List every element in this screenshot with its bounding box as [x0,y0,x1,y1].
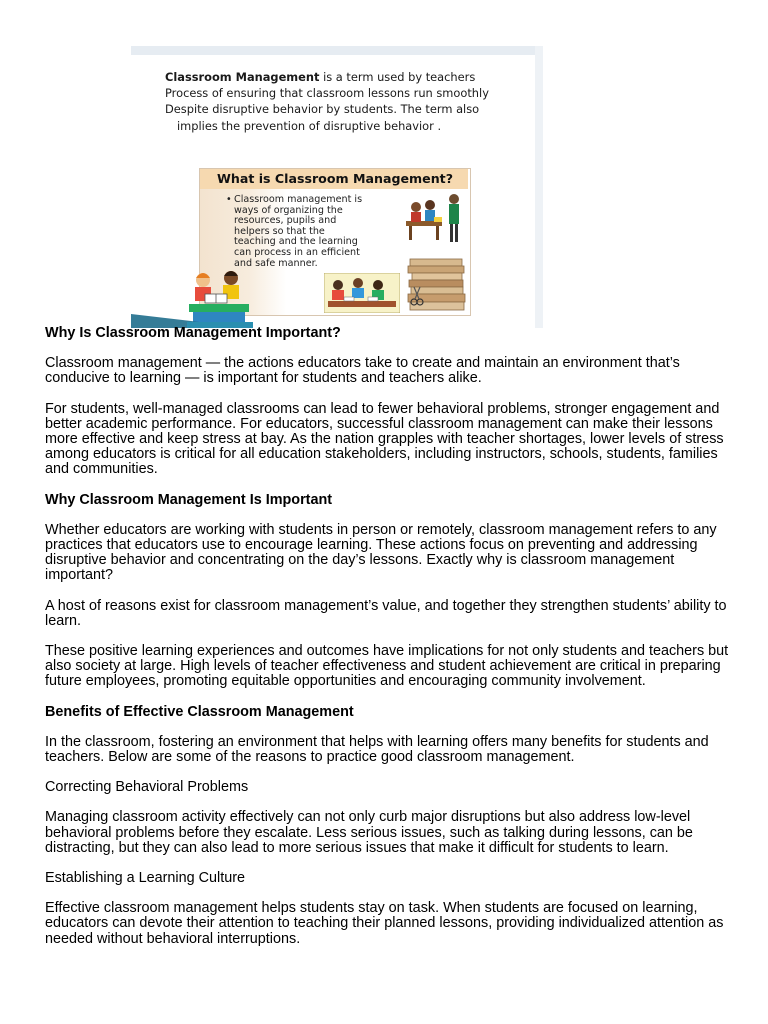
bullet-line: teaching and the learning [234,236,358,248]
paragraph: A host of reasons exist for classroom management’s value, and together they strengthen students’ ability to learn. [45,597,727,629]
article-body [45,326,735,962]
paragraph: In the classroom, fostering an environment that helps with learning offers many benefits for students and teachers. Below are some of the reasons to practice good classroom management. [45,733,709,766]
paragraph: For students, well-managed classrooms can lead to fewer behavioral problems, stronger engagement and better academic performance. For educators, successful classroom management can make their lessons more effective and keep stress at bay. As the nation grapples with teacher shortages, lower levels of stress among educators is critical for all education stakeholders, including instructors, schools, students, families and communities. [45,400,724,478]
slide-top-bar [131,46,543,55]
inner-slide-bullet [226,194,394,269]
slide-intro-line: Despite disruptive behavior by students. The term also [165,102,480,117]
section-heading: Why Classroom Management Is Important [45,491,333,508]
bullet-line: ways of organizing the [234,204,343,216]
slide-intro-line: implies the prevention of disruptive behavior . [177,118,442,133]
teacher-students-clipart [404,191,466,247]
bullet-line: Classroom management is [234,194,363,205]
slide-intro-line: Classroom Management is a term used by teachers [165,70,476,84]
slide-intro-text [165,69,525,134]
bullet-line: resources, pupils and [234,215,337,227]
slide-edge [535,46,543,328]
bullet-line: and safe manner. [234,257,318,269]
inner-slide-title: What is Classroom Management? [216,171,454,186]
bullet-dot: • [226,194,232,205]
bullet-line: can process in an efficient [234,246,360,258]
paragraph: Classroom management — the actions educators take to create and maintain an environment that’s conducive to learning — is important for students and teachers alike. [45,355,680,387]
subheading: Establishing a Learning Culture [45,870,245,887]
paragraph: Effective classroom management helps students stay on task. When students are focused on learning, educators can devote their attention to teaching their planned lessons, providing individualized attention as needed without behavioral interruptions. [45,900,724,947]
scissors-clipart [410,285,424,307]
paragraph: Managing classroom activity effectively can not only curb major disruptions but also address low-level behavioral problems before they escalate. Less serious issues, such as talking during lessons, can be distracting, but they can also lead to more serious issues that make it difficult for students to learn. [45,809,693,856]
students-group-clipart [324,273,400,313]
bullet-line: helpers so that the [234,225,325,237]
slide-image [131,46,543,328]
subheading: Correcting Behavioral Problems [45,779,249,796]
section-heading: Benefits of Effective Classroom Management [45,703,354,720]
section-heading: Why Is Classroom Management Important? [45,325,341,341]
slide-intro-line: Process of ensuring that classroom lessons run smoothly [165,86,489,101]
paragraph: Whether educators are working with students in person or remotely, classroom management refers to any practices that educators use to encourage learning. These actions focus on preventing and addressing disruptive behavior and concentrating on the day’s lessons. Exactly why is classroom management important? [45,521,717,584]
paragraph: These positive learning experiences and outcomes have implications for not only students and teachers but also society at large. High levels of teacher effectiveness and student achievement are critical in preparing future employees, promoting equitable opportunities and encouraging community involvement. [45,643,729,690]
